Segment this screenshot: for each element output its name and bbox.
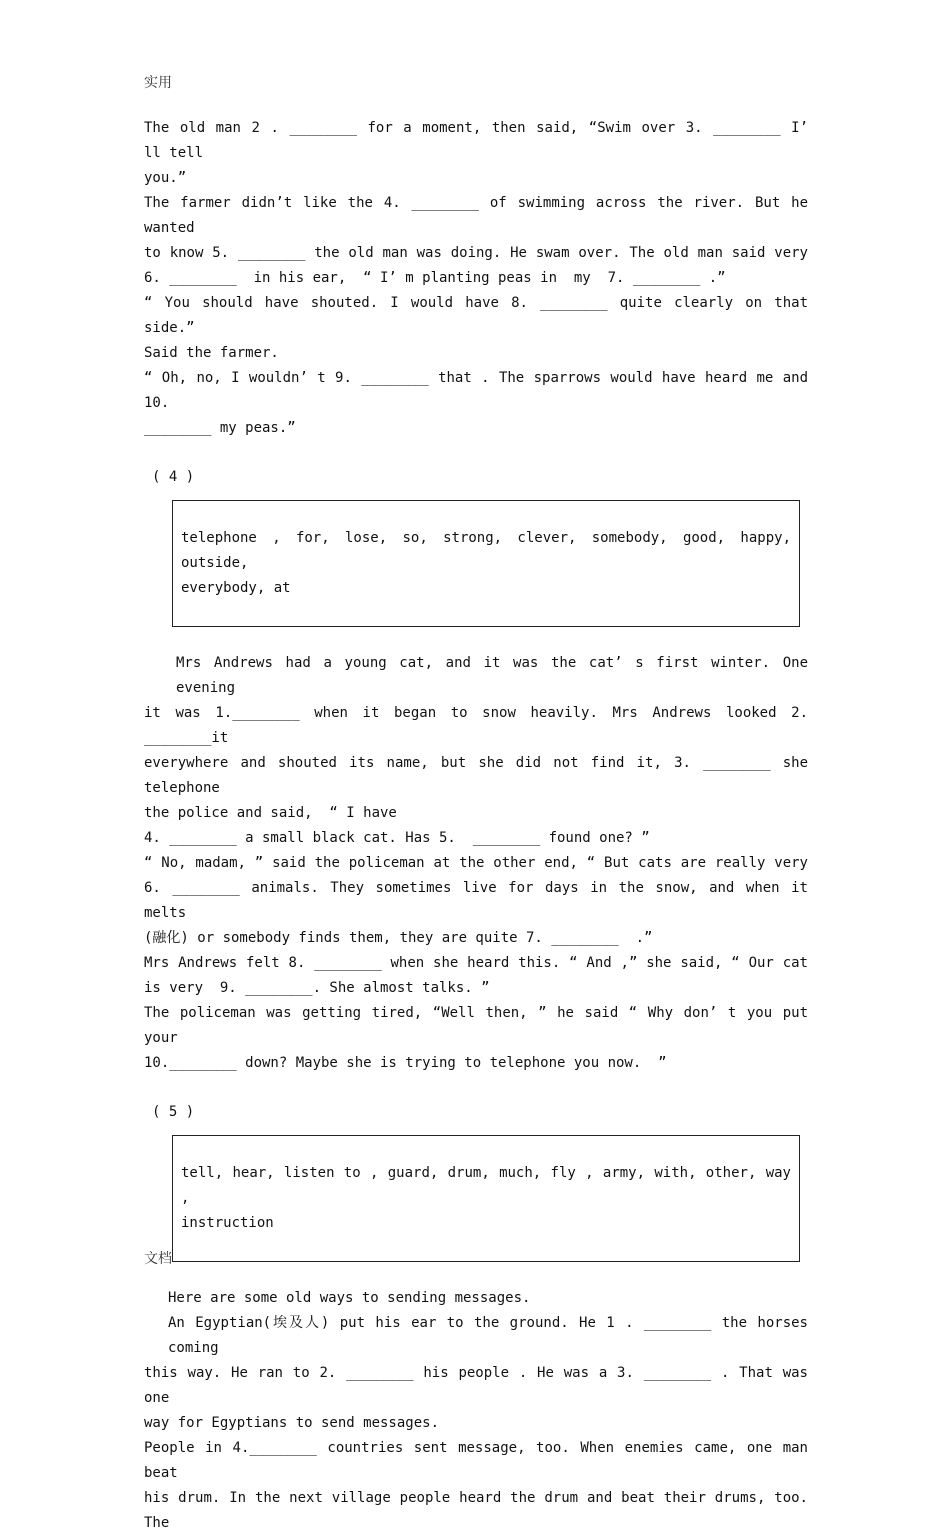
passage-line: “ No, madam, ” said the policeman at the other end, “ But cats are really very: [144, 855, 808, 871]
passage-3: [144, 116, 808, 441]
passage-line: to know 5. ________ the old man was doing. He swam over. The old man said very: [144, 245, 808, 261]
passage-line: “ You should have shouted. I would have 8. ________ quite clearly on that side.”: [144, 295, 808, 336]
passage-line: Said the farmer.: [144, 345, 279, 361]
passage-line: way for Egyptians to send messages.: [144, 1415, 440, 1431]
passage-line: ________ my peas.”: [144, 420, 296, 436]
passage-line: An Egyptian(埃及人) put his ear to the ground. He 1 . ________ the horses coming: [168, 1315, 808, 1356]
passage-line: 6. ________ in his ear, “ I’ m planting peas in my 7. ________ .”: [144, 270, 726, 286]
passage-line: 10.________ down? Maybe she is trying to telephone you now. ”: [144, 1055, 667, 1071]
passage-line: the police and said, “ I have: [144, 805, 397, 821]
section-4-label: ( 4 ): [152, 469, 195, 485]
passage-line: (融化) or somebody finds them, they are quite 7. ________ .”: [144, 930, 653, 946]
passage-line: 4. ________ a small black cat. Has 5. ________ found one? ”: [144, 830, 650, 846]
passage-5: [144, 1286, 808, 1536]
passage-line: everywhere and shouted its name, but she did not find it, 3. ________ she telephone: [144, 755, 808, 796]
passage-line: you.”: [144, 170, 187, 186]
section-5-label: ( 5 ): [152, 1104, 195, 1120]
word-box-line: tell, hear, listen to , guard, drum, much, fly , army, with, other, way ,: [181, 1165, 791, 1206]
passage-line: his drum. In the next village people heard the drum and beat their drums, too. The: [144, 1490, 808, 1531]
passage-line: The policeman was getting tired, “Well then, ” he said “ Why don’ t you put your: [144, 1005, 808, 1046]
passage-line: it was 1.________ when it began to snow heavily. Mrs Andrews looked 2. ________it: [144, 705, 808, 746]
page-footer-label: 文档: [144, 1251, 172, 1267]
passage-line: Mrs Andrews had a young cat, and it was the cat’ s first winter. One evening: [176, 655, 808, 696]
passage-line: The farmer didn’t like the 4. ________ of swimming across the river. But he wanted: [144, 195, 808, 236]
word-box-line: telephone , for, lose, so, strong, clever, somebody, good, happy, outside,: [181, 530, 791, 571]
section-4-word-box: [172, 500, 800, 627]
passage-line: is very 9. ________. She almost talks. ”: [144, 980, 490, 996]
passage-line: The old man 2 . ________ for a moment, then said, “Swim over 3. ________ I’: [144, 120, 808, 136]
passage-line: this way. He ran to 2. ________ his people . He was a 3. ________ . That was one: [144, 1365, 808, 1406]
passage-line: “ Oh, no, I wouldn’ t 9. ________ that . The sparrows would have heard me and 10.: [144, 370, 808, 411]
passage-line: People in 4.________ countries sent message, too. When enemies came, one man beat: [144, 1440, 808, 1481]
passage-line: Mrs Andrews felt 8. ________ when she heard this. “ And ,” she said, “ Our cat: [144, 955, 808, 971]
passage-line: ll tell: [144, 145, 204, 161]
word-box-line: instruction: [181, 1215, 274, 1231]
section-5-word-box: [172, 1135, 800, 1262]
page-header-label: 实用: [144, 75, 172, 91]
passage-line: Here are some old ways to sending messages.: [168, 1290, 531, 1306]
word-box-line: everybody, at: [181, 580, 291, 596]
passage-4: [144, 651, 808, 1076]
passage-line: 6. ________ animals. They sometimes live for days in the snow, and when it melts: [144, 880, 808, 921]
document-body: [144, 116, 808, 1536]
